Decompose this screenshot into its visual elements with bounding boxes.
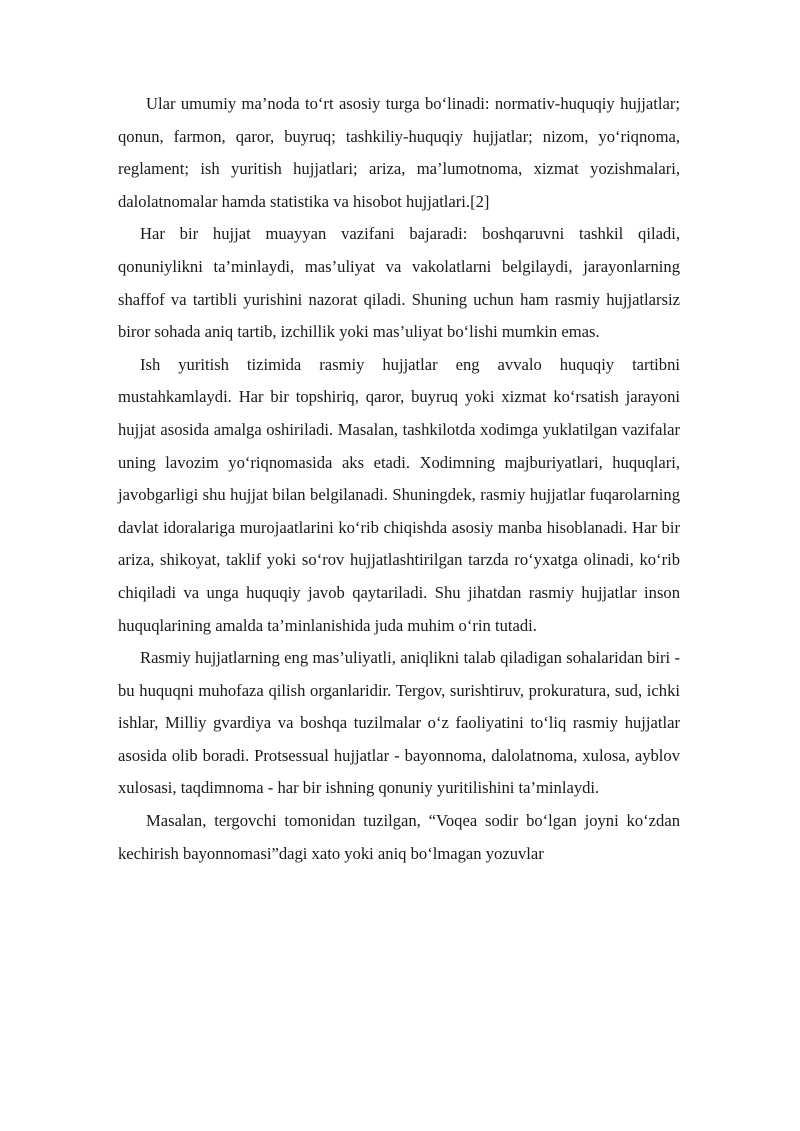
paragraph-document-types: Ular umumiy ma’noda to‘rt asosiy turga bo‘linadi: normativ-huquqiy hujjatlar; qonun, farmon, qaror, buyruq; tashkiliy-huquqiy hujjatlar; nizom, yo‘riqnoma, reglament; ish yuritish hujjatlari; ariza, ma’lumotnoma, xizmat yozishmalari, dalolatnomalar hamda statistika va hisobot hujjatlari.[2] xyxy=(118,94,680,211)
paragraph-document-functions: Har bir hujjat muayyan vazifani bajaradi: boshqaruvni tashkil qiladi, qonuniylikni ta’minlaydi, mas’uliyat va vakolatlarni belgilaydi, jarayonlarning shaffof va tartibli yurishini nazorat qiladi. Shuning uchun ham rasmiy hujjatlarsiz biror sohada aniq tartib, izchillik yoki mas’uliyat bo‘lishi mumkin emas. xyxy=(118,224,680,342)
paragraph-law-enforcement: Rasmiy hujjatlarning eng mas’uliyatli, aniqlikni talab qiladigan sohalaridan biri - bu huquqni muhofaza qilish organlaridir. Tergov, surishtiruv, prokuratura, sud, ichki ishlar, Milliy gvardiya va boshqa tuzilmalar o‘z faoliyatini to‘liq rasmiy hujjatlar asosida olib boradi. Protsessual hujjatlar - bayonnoma, dalolatnoma, xulosa, ayblov xulosasi, taqdimnoma - har bir ishning qonuniy yuritilishini ta’minlaydi. xyxy=(118,648,680,798)
paragraph-legal-order: Ish yuritish tizimida rasmiy hujjatlar eng avvalo huquqiy tartibni mustahkamlaydi. Har bir topshiriq, qaror, buyruq yoki xizmat ko‘rsatish jarayoni hujjat asosida amalga oshiriladi. Masalan, tashkilotda xodimga yuklatilgan vazifalar uning lavozim yo‘riqnomasida aks etadi. Xodimning majburiyatlari, huquqlari, javobgarligi shu hujjat bilan belgilanadi. Shuningdek, rasmiy hujjatlar fuqarolarning davlat idoralariga murojaatlarini ko‘rib chiqishda asosiy manba hisoblanadi. Har bir ariza, shikoyat, taklif yoki so‘rov hujjatlashtirilgan tarzda ro‘yxatga olinadi, ko‘rib chiqiladi va unga huquqiy javob qaytariladi. Shu jihatdan rasmiy hujjatlar inson huquqlarining amalda ta’minlanishida juda muhim o‘rin tutadi. xyxy=(118,354,680,635)
document-page xyxy=(118,88,680,870)
paragraph-example: Masalan, tergovchi tomonidan tuzilgan, “Voqea sodir bo‘lgan joyni ko‘zdan kechirish bayonnomasi”dagi xato yoki aniq bo‘lmagan yozuvlar xyxy=(118,811,680,863)
